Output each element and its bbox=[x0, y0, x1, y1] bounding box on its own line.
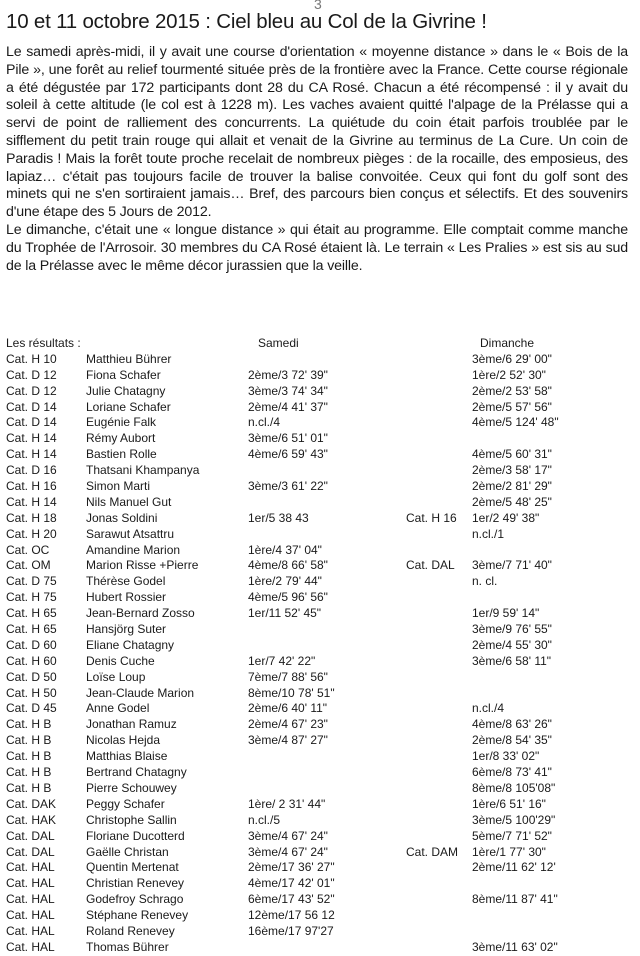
paragraph-saturday: Le samedi après-midi, il y avait une course d'orientation « moyenne distance » dans le « Bois de la Pile », une forêt au relief tourmenté située près de la frontière avec la France. Cette course régionale a été dégustée par 172 participants dont 28 du CA Rosé. Chacun a été récompensé : il y avait du soleil à cette altitude (le col est à 1228 m). Les vaches avaient quitté l'alpage de la Prélasse qui a servi de point de ralliement des concurrents. La quiétude du coin était parfois troublée par le sifflement du petit train rouge qui allait et venait de la Givrine au terminus de La Cure. Un coin de Paradis ! Mais la forêt toute proche recelait de nombreux pièges : de la rocaille, des emposieus, des lapiaz… c'était pas toujours facile de trouver la balise convoitée. Ceux qui font du golf sont des minets qui ne s'en sortiraient jamais… Bref, des parcours bien conçus et sélectifs. Et des souvenirs d'une étape des 5 Jours de 2012. bbox=[6, 44, 628, 221]
table-row bbox=[6, 733, 634, 749]
category-cell: Cat. H 20 bbox=[6, 526, 57, 541]
category-cell: Cat. H B bbox=[6, 733, 52, 748]
saturday-result-cell: 3ème/4 67' 24" bbox=[248, 828, 328, 843]
table-row bbox=[6, 384, 634, 400]
category-cell: Cat. OC bbox=[6, 542, 50, 557]
runner-name-cell: Hubert Rossier bbox=[86, 590, 167, 605]
saturday-result-cell: 16ème/17 97'27 bbox=[248, 923, 334, 938]
category-cell: Cat. HAL bbox=[6, 876, 55, 891]
saturday-result-cell: 3ème/3 74' 34" bbox=[248, 383, 328, 398]
saturday-result-cell: 4ème/17 42' 01" bbox=[248, 876, 335, 891]
runner-name-cell: Roland Renevey bbox=[86, 923, 175, 938]
category-cell: Cat. D 75 bbox=[6, 574, 57, 589]
runner-name-cell: Rémy Aubort bbox=[86, 431, 156, 446]
runner-name-cell: Christian Renevey bbox=[86, 876, 185, 891]
sunday-result-cell: 3ème/6 29' 00" bbox=[472, 351, 552, 366]
sunday-result-cell: 2ème/4 55' 30" bbox=[472, 637, 552, 652]
category-cell: Cat. H 75 bbox=[6, 590, 57, 605]
table-row bbox=[6, 431, 634, 447]
table-row bbox=[6, 400, 634, 416]
sunday-result-cell: 1ère/2 52' 30" bbox=[472, 367, 546, 382]
category-cell: Cat. H 18 bbox=[6, 510, 57, 525]
paragraph-sunday: Le dimanche, c'était une « longue distance » qui était au programme. Elle comptait comme manche du Trophée de l'Arrosoir. 30 membres du CA Rosé étaient là. Le terrain « Les Pralies » est sis au sud de la Prélasse avec le même décor jurassien que la veille. bbox=[6, 221, 628, 274]
table-row bbox=[6, 574, 634, 590]
saturday-result-cell: 3ème/3 61' 22" bbox=[248, 479, 328, 494]
results-header-row bbox=[6, 336, 634, 352]
category-cell: Cat. OM bbox=[6, 558, 51, 573]
table-row bbox=[6, 447, 634, 463]
table-row bbox=[6, 940, 634, 956]
runner-name-cell: Nicolas Hejda bbox=[86, 733, 161, 748]
runner-name-cell: Pierre Schouwey bbox=[86, 780, 177, 795]
table-row bbox=[6, 558, 634, 574]
category-cell: Cat. H B bbox=[6, 765, 52, 780]
category-cell: Cat. DAL bbox=[6, 844, 55, 859]
sunday-result-cell: 5ème/7 71' 52" bbox=[472, 828, 552, 843]
runner-name-cell: Bertrand Chatagny bbox=[86, 765, 187, 780]
table-row bbox=[6, 813, 634, 829]
runner-name-cell: Godefroy Schrago bbox=[86, 892, 184, 907]
category-cell: Cat. H 60 bbox=[6, 653, 57, 668]
runner-name-cell: Bastien Rolle bbox=[86, 447, 157, 462]
runner-name-cell: Matthias Blaise bbox=[86, 749, 168, 764]
category-cell: Cat. H 14 bbox=[6, 494, 57, 509]
runner-name-cell: Peggy Schafer bbox=[86, 796, 165, 811]
category-cell: Cat. H 14 bbox=[6, 447, 57, 462]
category-cell: Cat. H B bbox=[6, 717, 52, 732]
saturday-result-cell: 1er/5 38 43 bbox=[248, 510, 309, 525]
category-cell: Cat. H 50 bbox=[6, 685, 57, 700]
saturday-result-cell: 3ème/4 67' 24" bbox=[248, 844, 328, 859]
table-row bbox=[6, 590, 634, 606]
runner-name-cell: Loriane Schafer bbox=[86, 399, 171, 414]
table-row bbox=[6, 622, 634, 638]
sunday-result-cell: 4ème/8 63' 26" bbox=[472, 717, 552, 732]
category-cell: Cat. D 14 bbox=[6, 399, 57, 414]
table-row bbox=[6, 908, 634, 924]
sunday-result-cell: 1er/2 49' 38" bbox=[472, 510, 540, 525]
sunday-result-cell: 3ème/11 63' 02" bbox=[472, 939, 558, 954]
runner-name-cell: Thérèse Godel bbox=[86, 574, 166, 589]
saturday-header: Samedi bbox=[258, 336, 299, 350]
category-cell: Cat. HAL bbox=[6, 860, 55, 875]
category-cell: Cat. DAK bbox=[6, 796, 57, 811]
saturday-result-cell: 12ème/17 56 12 bbox=[248, 908, 335, 923]
runner-name-cell: Matthieu Bührer bbox=[86, 351, 172, 366]
saturday-result-cell: 2ème/6 40' 11" bbox=[248, 701, 328, 716]
runner-name-cell: Amandine Marion bbox=[86, 542, 181, 557]
category-cell: Cat. D 45 bbox=[6, 701, 57, 716]
sunday-result-cell: 3ème/6 58' 11" bbox=[472, 653, 552, 668]
table-row bbox=[6, 495, 634, 511]
table-row bbox=[6, 701, 634, 717]
saturday-result-cell: 1ère/ 2 31' 44" bbox=[248, 796, 326, 811]
saturday-result-cell: n.cl./4 bbox=[248, 415, 281, 430]
saturday-result-cell: 7ème/7 88' 56" bbox=[248, 669, 328, 684]
runner-name-cell: Hansjörg Suter bbox=[86, 622, 167, 637]
saturday-result-cell: 4ème/8 66' 58" bbox=[248, 558, 328, 573]
sunday-category-cell: Cat. H 16 bbox=[406, 510, 457, 525]
runner-name-cell: Floriane Ducotterd bbox=[86, 828, 185, 843]
category-cell: Cat. HAL bbox=[6, 939, 55, 954]
runner-name-cell: Fiona Schafer bbox=[86, 367, 161, 382]
table-row bbox=[6, 463, 634, 479]
saturday-result-cell: n.cl./5 bbox=[248, 812, 281, 827]
category-cell: Cat. H 65 bbox=[6, 622, 57, 637]
runner-name-cell: Quentin Mertenat bbox=[86, 860, 179, 875]
category-cell: Cat. D 12 bbox=[6, 383, 57, 398]
page-number: 3 bbox=[314, 0, 322, 12]
runner-name-cell: Stéphane Renevey bbox=[86, 908, 189, 923]
article-title: 10 et 11 octobre 2015 : Ciel bleu au Col de la Givrine ! bbox=[6, 10, 487, 33]
runner-name-cell: Jean-Bernard Zosso bbox=[86, 606, 195, 621]
table-row bbox=[6, 368, 634, 384]
runner-name-cell: Jean-Claude Marion bbox=[86, 685, 195, 700]
runner-name-cell: Gaëlle Christan bbox=[86, 844, 169, 859]
runner-name-cell: Jonas Soldini bbox=[86, 510, 158, 525]
sunday-result-cell: 6ème/8 73' 41" bbox=[472, 765, 552, 780]
sunday-result-cell: n. cl. bbox=[472, 574, 498, 589]
saturday-result-cell: 8ème/10 78' 51" bbox=[248, 685, 335, 700]
saturday-result-cell: 2ème/3 72' 39" bbox=[248, 367, 328, 382]
table-row bbox=[6, 717, 634, 733]
table-row bbox=[6, 654, 634, 670]
runner-name-cell: Eugénie Falk bbox=[86, 415, 157, 430]
category-cell: Cat. H 65 bbox=[6, 606, 57, 621]
table-row bbox=[6, 797, 634, 813]
sunday-result-cell: 1ère/6 51' 16" bbox=[472, 796, 546, 811]
category-cell: Cat. HAK bbox=[6, 812, 57, 827]
saturday-result-cell: 1ère/2 79' 44" bbox=[248, 574, 322, 589]
sunday-result-cell: 1er/8 33' 02" bbox=[472, 749, 540, 764]
runner-name-cell: Simon Marti bbox=[86, 479, 151, 494]
table-row bbox=[6, 352, 634, 368]
sunday-header: Dimanche bbox=[480, 336, 535, 350]
category-cell: Cat. H 10 bbox=[6, 351, 57, 366]
table-row bbox=[6, 781, 634, 797]
category-cell: Cat. HAL bbox=[6, 892, 55, 907]
table-row bbox=[6, 606, 634, 622]
category-cell: Cat. D 50 bbox=[6, 669, 57, 684]
runner-name-cell: Nils Manuel Gut bbox=[86, 494, 172, 509]
sunday-result-cell: 4ème/5 60' 31" bbox=[472, 447, 552, 462]
saturday-result-cell: 6ème/17 43' 52" bbox=[248, 892, 335, 907]
category-cell: Cat. HAL bbox=[6, 923, 55, 938]
table-row bbox=[6, 638, 634, 654]
saturday-result-cell: 2ème/17 36' 27" bbox=[248, 860, 335, 875]
runner-name-cell: Sarawut Atsattru bbox=[86, 526, 175, 541]
category-cell: Cat. H 14 bbox=[6, 431, 57, 446]
sunday-result-cell: 2ème/3 58' 17" bbox=[472, 463, 552, 478]
sunday-result-cell: 3ème/9 76' 55" bbox=[472, 622, 552, 637]
saturday-result-cell: 1er/7 42' 22" bbox=[248, 653, 316, 668]
runner-name-cell: Loïse Loup bbox=[86, 669, 146, 684]
table-row bbox=[6, 860, 634, 876]
sunday-result-cell: 2ème/5 57' 56" bbox=[472, 399, 552, 414]
category-cell: Cat. D 14 bbox=[6, 415, 57, 430]
saturday-result-cell: 3ème/6 51' 01" bbox=[248, 431, 328, 446]
table-row bbox=[6, 543, 634, 559]
table-row bbox=[6, 749, 634, 765]
table-row bbox=[6, 527, 634, 543]
runner-name-cell: Marion Risse +Pierre bbox=[86, 558, 199, 573]
sunday-result-cell: n.cl./1 bbox=[472, 526, 505, 541]
runner-name-cell: Thatsani Khampanya bbox=[86, 463, 200, 478]
table-row bbox=[6, 829, 634, 845]
article-body bbox=[6, 44, 628, 275]
sunday-result-cell: 3ème/5 100'29" bbox=[472, 812, 556, 827]
sunday-category-cell: Cat. DAM bbox=[406, 844, 459, 859]
table-row bbox=[6, 670, 634, 686]
sunday-result-cell: 1er/9 59' 14" bbox=[472, 606, 540, 621]
category-cell: Cat. H 16 bbox=[6, 479, 57, 494]
sunday-result-cell: 3ème/7 71' 40" bbox=[472, 558, 552, 573]
sunday-result-cell: 2ème/5 48' 25" bbox=[472, 494, 552, 509]
category-cell: Cat. HAL bbox=[6, 908, 55, 923]
runner-name-cell: Jonathan Ramuz bbox=[86, 717, 177, 732]
saturday-result-cell: 4ème/6 59' 43" bbox=[248, 447, 328, 462]
sunday-result-cell: 8ème/8 105'08" bbox=[472, 780, 556, 795]
table-row bbox=[6, 892, 634, 908]
category-cell: Cat. DAL bbox=[6, 828, 55, 843]
saturday-result-cell: 1er/11 52' 45" bbox=[248, 606, 322, 621]
table-row bbox=[6, 511, 634, 527]
sunday-result-cell: 1ère/1 77' 30" bbox=[472, 844, 546, 859]
results-label: Les résultats : bbox=[6, 336, 81, 350]
table-row bbox=[6, 765, 634, 781]
table-row bbox=[6, 876, 634, 892]
table-row bbox=[6, 415, 634, 431]
category-cell: Cat. D 16 bbox=[6, 463, 57, 478]
category-cell: Cat. D 12 bbox=[6, 367, 57, 382]
table-row bbox=[6, 845, 634, 861]
saturday-result-cell: 3ème/4 87' 27" bbox=[248, 733, 328, 748]
results-table bbox=[6, 336, 634, 956]
category-cell: Cat. H B bbox=[6, 749, 52, 764]
sunday-result-cell: n.cl./4 bbox=[472, 701, 505, 716]
sunday-result-cell: 2ème/8 54' 35" bbox=[472, 733, 552, 748]
sunday-result-cell: 2ème/2 81' 29" bbox=[472, 479, 552, 494]
sunday-category-cell: Cat. DAL bbox=[406, 558, 455, 573]
table-row bbox=[6, 924, 634, 940]
table-row bbox=[6, 686, 634, 702]
saturday-result-cell: 2ème/4 67' 23" bbox=[248, 717, 328, 732]
results-rows bbox=[6, 352, 634, 956]
runner-name-cell: Julie Chatagny bbox=[86, 383, 166, 398]
saturday-result-cell: 2ème/4 41' 37" bbox=[248, 399, 328, 414]
table-row bbox=[6, 479, 634, 495]
sunday-result-cell: 4ème/5 124' 48" bbox=[472, 415, 559, 430]
runner-name-cell: Christophe Sallin bbox=[86, 812, 177, 827]
runner-name-cell: Eliane Chatagny bbox=[86, 637, 175, 652]
sunday-result-cell: 8ème/11 87' 41" bbox=[472, 892, 558, 907]
saturday-result-cell: 1ère/4 37' 04" bbox=[248, 542, 322, 557]
category-cell: Cat. H B bbox=[6, 780, 52, 795]
saturday-result-cell: 4ème/5 96' 56" bbox=[248, 590, 328, 605]
runner-name-cell: Denis Cuche bbox=[86, 653, 155, 668]
runner-name-cell: Thomas Bührer bbox=[86, 939, 169, 954]
runner-name-cell: Anne Godel bbox=[86, 701, 150, 716]
category-cell: Cat. D 60 bbox=[6, 637, 57, 652]
sunday-result-cell: 2ème/11 62' 12' bbox=[472, 860, 556, 875]
sunday-result-cell: 2ème/2 53' 58" bbox=[472, 383, 552, 398]
